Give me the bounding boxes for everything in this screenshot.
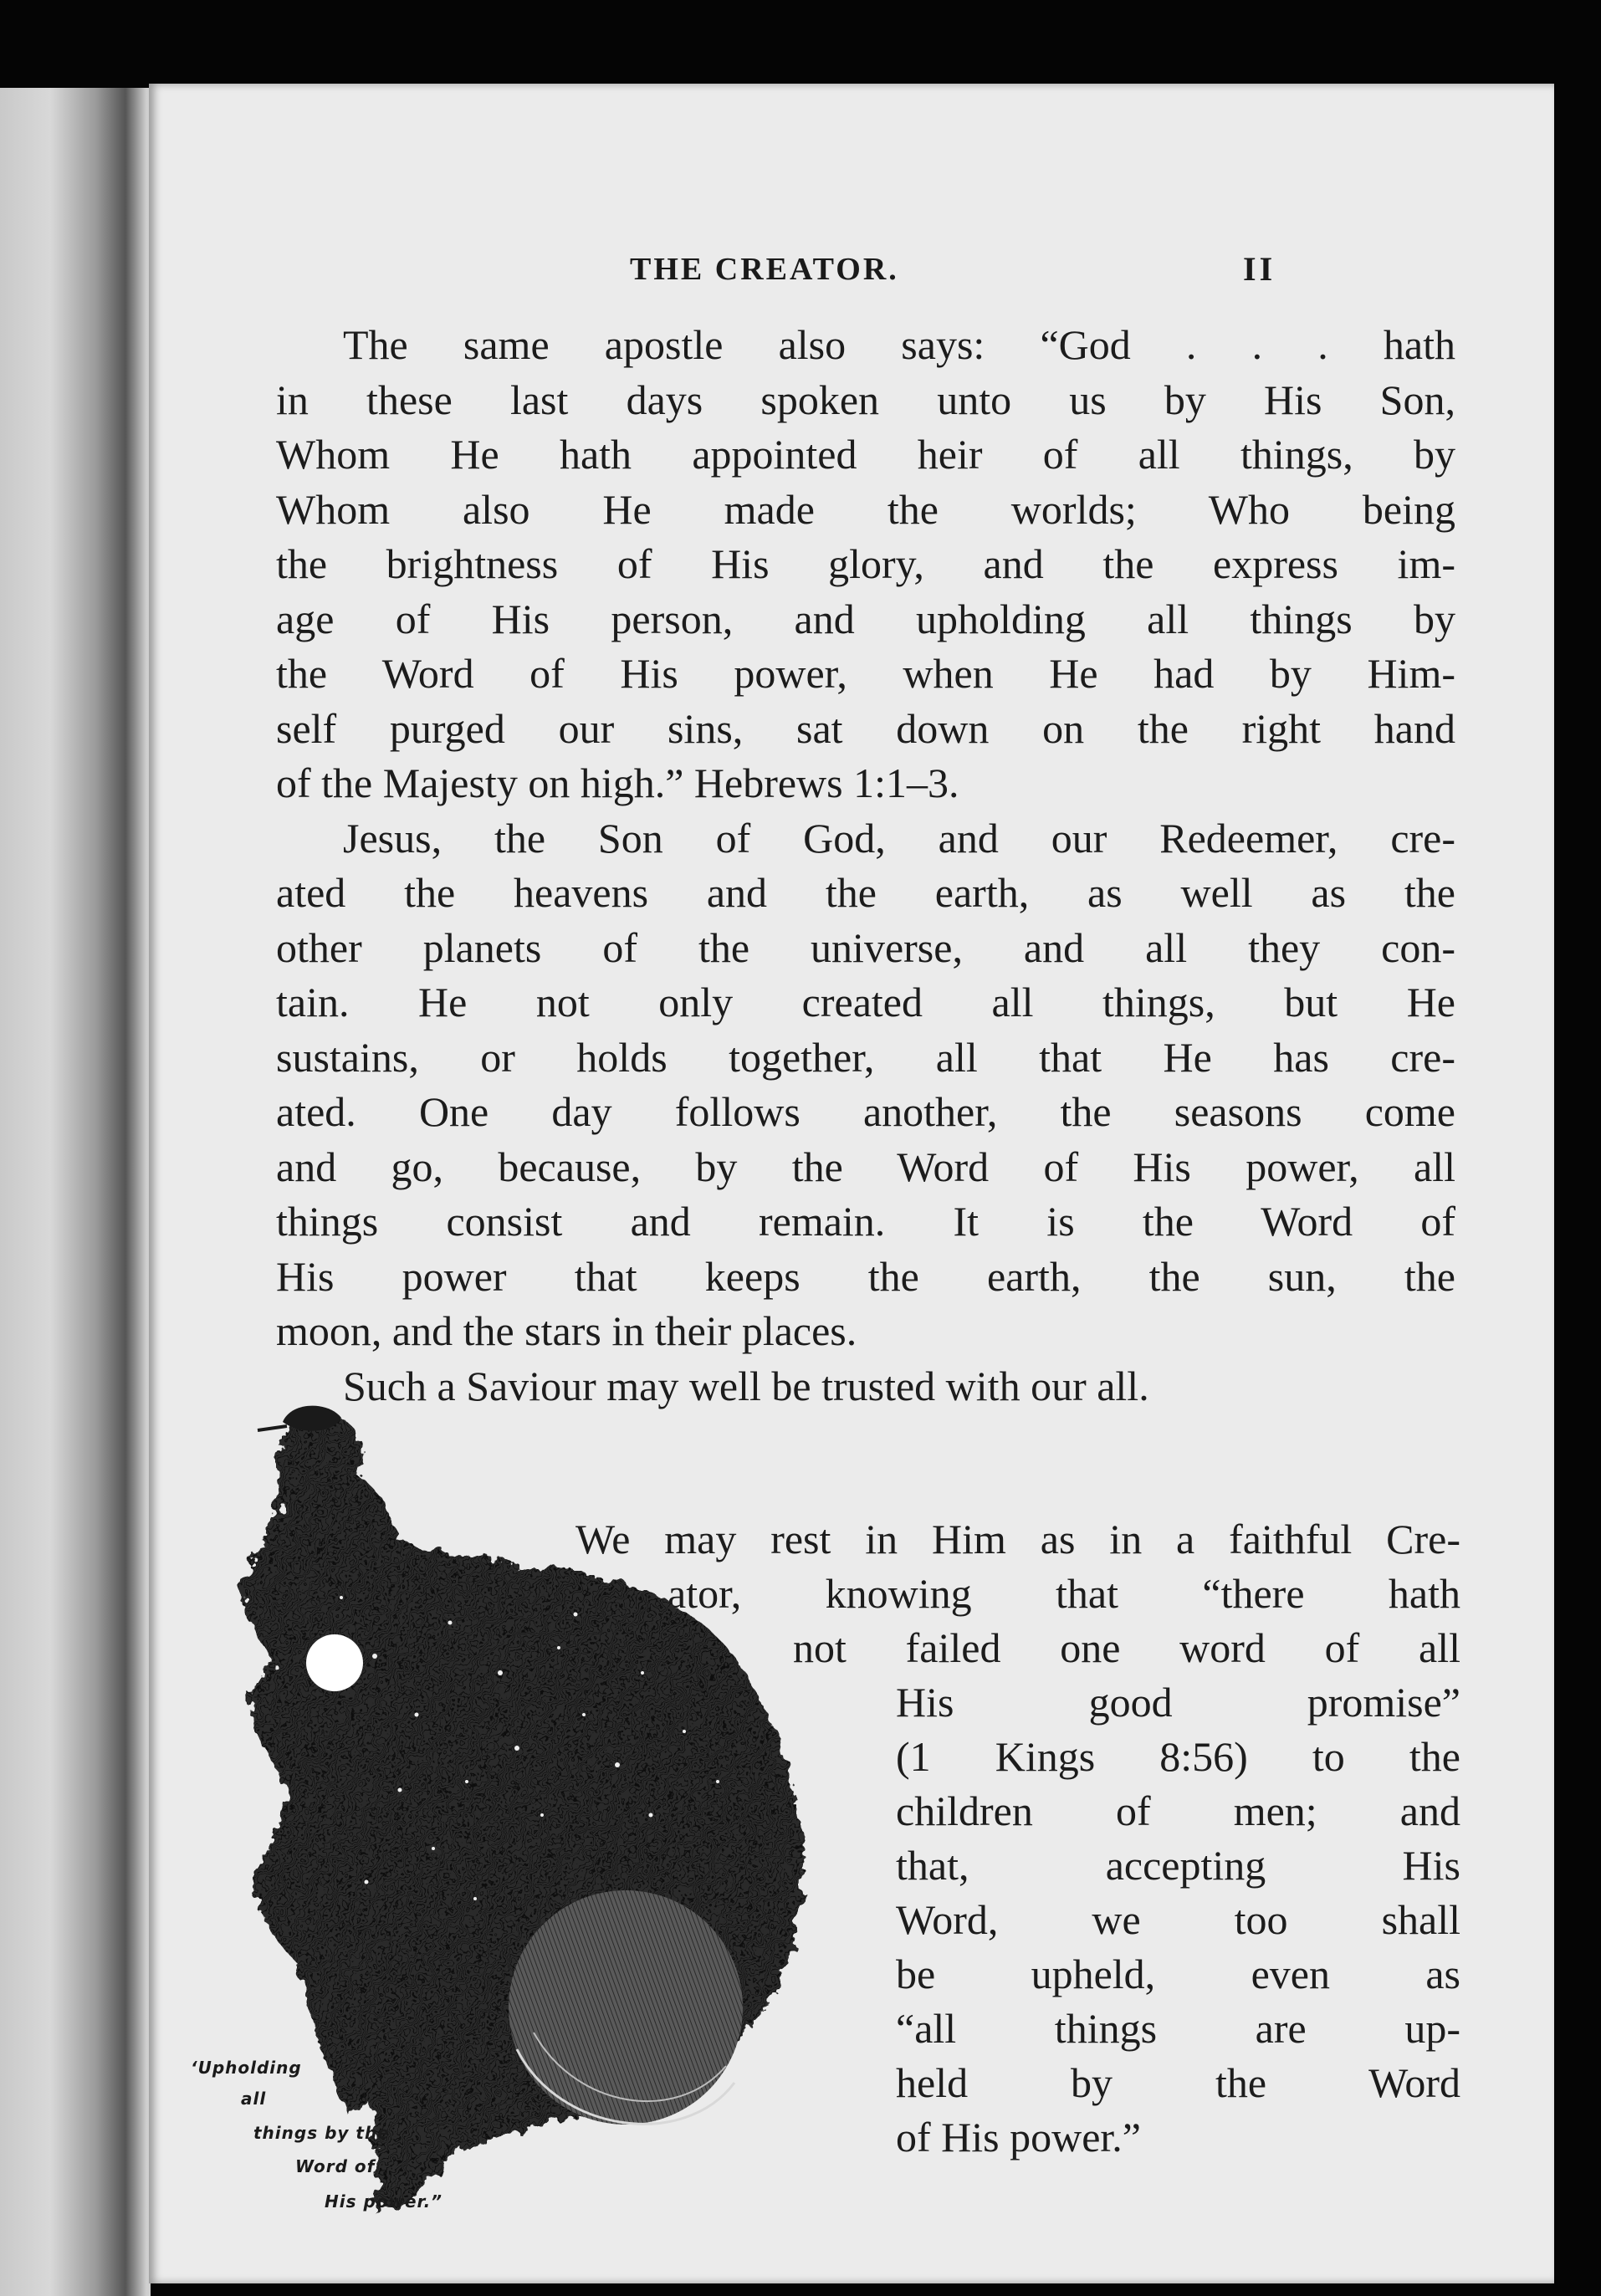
text-line: children of men; and <box>896 1787 1460 1834</box>
text-line: Such a Saviour may well be trusted with our all. <box>343 1362 1149 1409</box>
star-field-illustration <box>182 1397 935 2283</box>
text-line: of the Majesty on high.” Hebrews 1:1–3. <box>276 759 959 806</box>
text-line: and go, because, by the Word of His power, all <box>276 1143 1455 1190</box>
text-line: “all things are up- <box>896 2005 1460 2052</box>
engraving-image <box>182 1397 935 2283</box>
text-line: We may rest in Him as in a faithful Cre- <box>575 1516 1460 1562</box>
caption-line: all <box>241 2089 267 2109</box>
text-line: Word, we too shall <box>896 1896 1460 1943</box>
book-page <box>149 84 1554 2283</box>
text-line: be upheld, even as <box>896 1951 1460 1997</box>
text-line: held by the Word <box>896 2059 1460 2106</box>
caption-line: His power.” <box>325 2191 443 2212</box>
text-line: that, accepting His <box>896 1842 1460 1889</box>
text-line: ated. One day follows another, the seasons come <box>276 1088 1455 1135</box>
text-line: not failed one word of all <box>793 1624 1460 1671</box>
text-line: tain. He not only created all things, but He <box>276 979 1455 1025</box>
text-line: other planets of the universe, and all they con- <box>276 923 1455 971</box>
text-line: of His power.” <box>896 2114 1141 2160</box>
text-line: ator, knowing that “there hath <box>668 1570 1460 1617</box>
text-line: moon, and the stars in their places. <box>276 1307 857 1354</box>
earth-globe <box>509 1890 743 2125</box>
left-page-edge <box>0 88 151 2296</box>
text-line: The same apostle also says: “God . . . hath <box>343 321 1455 368</box>
text-line: the brightness of His glory, and the express im- <box>276 540 1455 587</box>
caption-line: ‘Upholding <box>191 2058 302 2078</box>
text-line: His good promise” <box>896 1679 1460 1726</box>
page-number: II <box>1243 250 1276 288</box>
moon <box>306 1634 363 1691</box>
text-line: Jesus, the Son of God, and our Redeemer, cre- <box>343 814 1455 862</box>
text-line: (1 Kings 8:56) to the <box>896 1733 1460 1780</box>
text-line: age of His person, and upholding all things by <box>276 595 1455 642</box>
text-line: ated the heavens and the earth, as well as the <box>276 869 1455 916</box>
text-line: the Word of His power, when He had by Him- <box>276 650 1455 697</box>
caption-line: things by the <box>253 2123 390 2143</box>
running-title: THE CREATOR. <box>630 252 899 287</box>
caption-line: Word of <box>295 2156 376 2176</box>
text-line: Whom He hath appointed heir of all things, by <box>276 431 1455 478</box>
text-line: Whom also He made the worlds; Who being <box>276 485 1455 533</box>
text-line: His power that keeps the earth, the sun, the <box>276 1252 1455 1300</box>
text-line: things consist and remain. It is the Word of <box>276 1198 1455 1245</box>
text-line: in these last days spoken unto us by His Son, <box>276 376 1455 423</box>
text-line: self purged our sins, sat down on the right hand <box>276 704 1455 752</box>
text-line: sustains, or holds together, all that He has cre- <box>276 1033 1455 1081</box>
